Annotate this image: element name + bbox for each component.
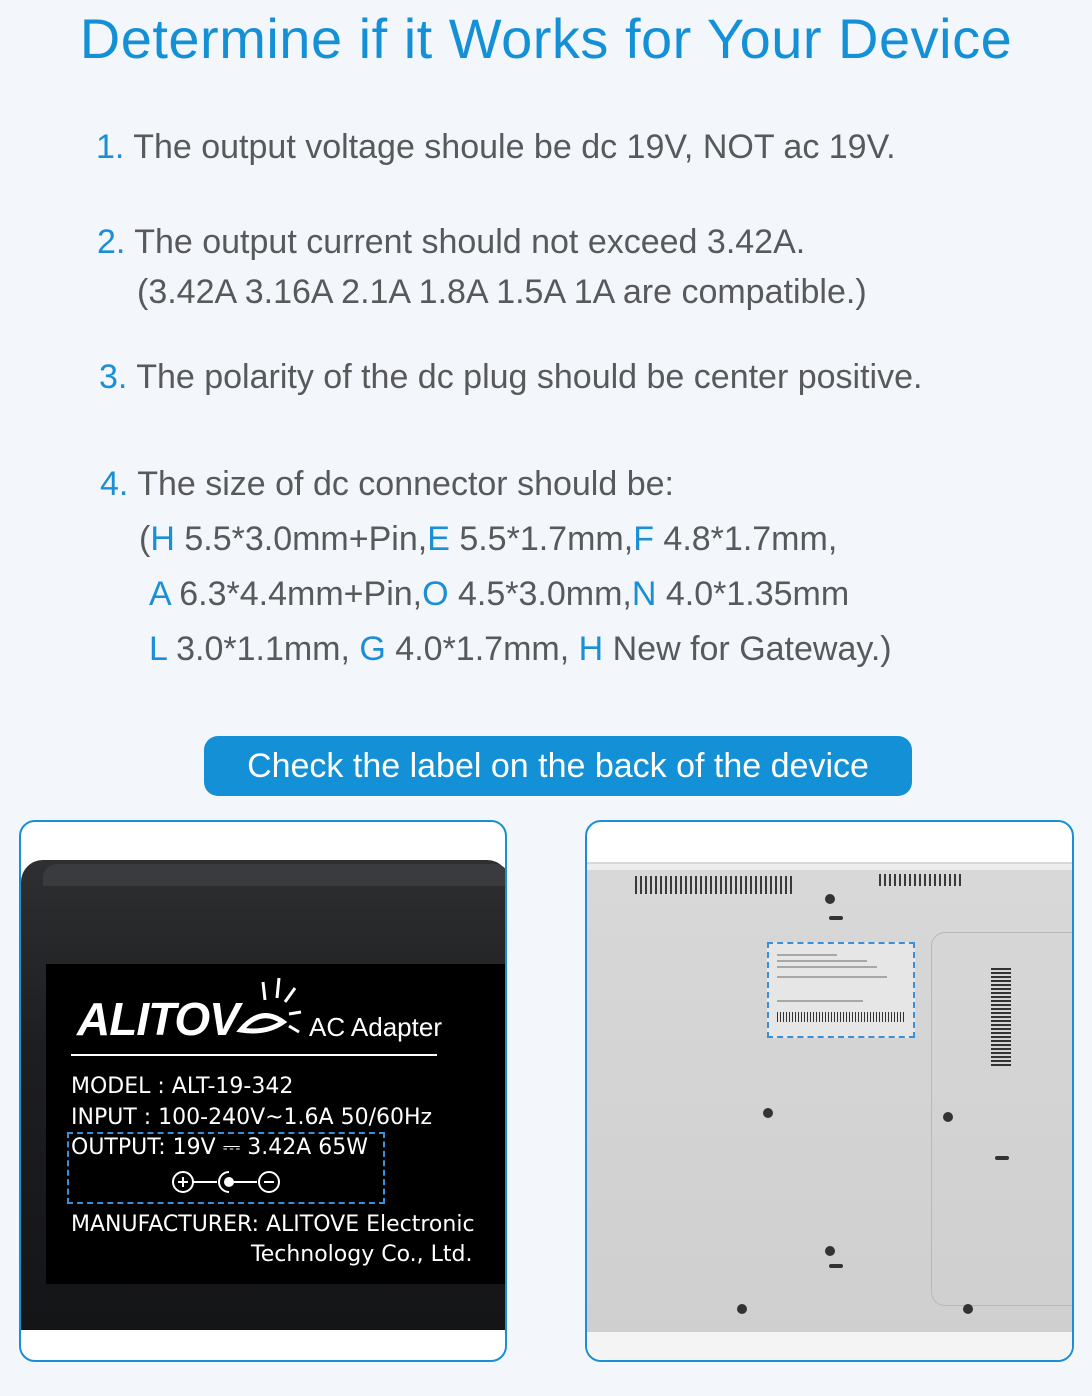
screw	[943, 1112, 953, 1122]
screw	[737, 1304, 747, 1314]
connector-size: 5.5*1.7mm,	[449, 520, 634, 558]
connector-line-2	[149, 574, 849, 614]
sun-logo-icon	[221, 972, 311, 1052]
item-number: 3.	[99, 358, 128, 396]
divider	[71, 1054, 437, 1056]
item-text: The output voltage shoule be dc 19V, NOT ac 19V.	[133, 128, 896, 166]
screw	[825, 894, 835, 904]
device-label-highlight	[767, 942, 915, 1038]
connector-code: H	[578, 630, 604, 668]
connector-code: G	[359, 630, 386, 668]
connector-code: F	[633, 520, 654, 558]
input-text: INPUT : 100-240V~1.6A 50/60Hz	[71, 1105, 433, 1130]
connector-size: 5.5*3.0mm+Pin,	[174, 520, 428, 558]
item-number: 2.	[97, 223, 126, 261]
adapter-edge	[43, 864, 507, 886]
connector-line-1	[139, 519, 837, 559]
connector-code: A	[149, 575, 170, 613]
requirement-voltage	[96, 127, 896, 167]
screw	[763, 1108, 773, 1118]
connector-size: 4.5*3.0mm,	[448, 575, 632, 613]
connector-code: O	[422, 575, 449, 613]
model-text: MODEL : ALT-19-342	[71, 1074, 294, 1099]
connector-code: N	[631, 575, 657, 613]
check-label-banner: Check the label on the back of the device	[204, 736, 912, 796]
connector-size: 6.3*4.4mm+Pin,	[169, 575, 423, 613]
rubber-foot	[829, 1264, 843, 1268]
item-text: The polarity of the dc plug should be center positive.	[136, 358, 923, 396]
laptop-underside-photo	[585, 820, 1074, 1362]
connector-code: L	[149, 630, 167, 668]
connector-size: 3.0*1.1mm,	[166, 630, 360, 668]
side-vent	[991, 968, 1011, 1068]
page-title: Determine if it Works for Your Device	[79, 7, 1013, 70]
connector-size: New for Gateway.)	[603, 630, 892, 668]
connector-code: E	[427, 520, 450, 558]
screw	[825, 1246, 835, 1256]
manufacturer-text-2: Technology Co., Ltd.	[251, 1242, 473, 1267]
item-number: 4.	[100, 465, 129, 503]
requirement-connector	[100, 464, 674, 504]
brand-logo: ALITOV	[77, 993, 239, 1045]
requirement-polarity	[99, 357, 922, 397]
connector-size: 4.0*1.7mm,	[385, 630, 579, 668]
screw	[963, 1304, 973, 1314]
item-text: The size of dc connector should be:	[137, 465, 674, 503]
adapter-label-photo	[19, 820, 507, 1362]
connector-line-3	[149, 629, 892, 669]
output-text: OUTPUT: 19V ⎓ 3.42A 65W	[71, 1135, 369, 1160]
compatible-currents: (3.42A 3.16A 2.1A 1.8A 1.5A 1A are compatible.)	[137, 273, 867, 311]
connector-size: 4.8*1.7mm,	[653, 520, 838, 558]
connector-code: H	[150, 520, 175, 558]
adapter-type: AC Adapter	[309, 1012, 442, 1042]
table-surface	[587, 1332, 1074, 1362]
rubber-foot	[995, 1156, 1009, 1160]
item-text: The output current should not exceed 3.42A.	[134, 223, 806, 261]
laptop-edge	[587, 864, 1074, 870]
requirement-current	[97, 222, 805, 262]
polarity-icon	[171, 1168, 291, 1196]
rubber-foot	[829, 916, 843, 920]
vent-grille	[879, 874, 963, 886]
vent-grille	[635, 876, 793, 894]
item-number: 1.	[96, 128, 125, 166]
manufacturer-text: MANUFACTURER: ALITOVE Electronic	[71, 1212, 475, 1237]
connector-size: 4.0*1.35mm	[656, 575, 850, 613]
paren: (	[139, 520, 151, 558]
